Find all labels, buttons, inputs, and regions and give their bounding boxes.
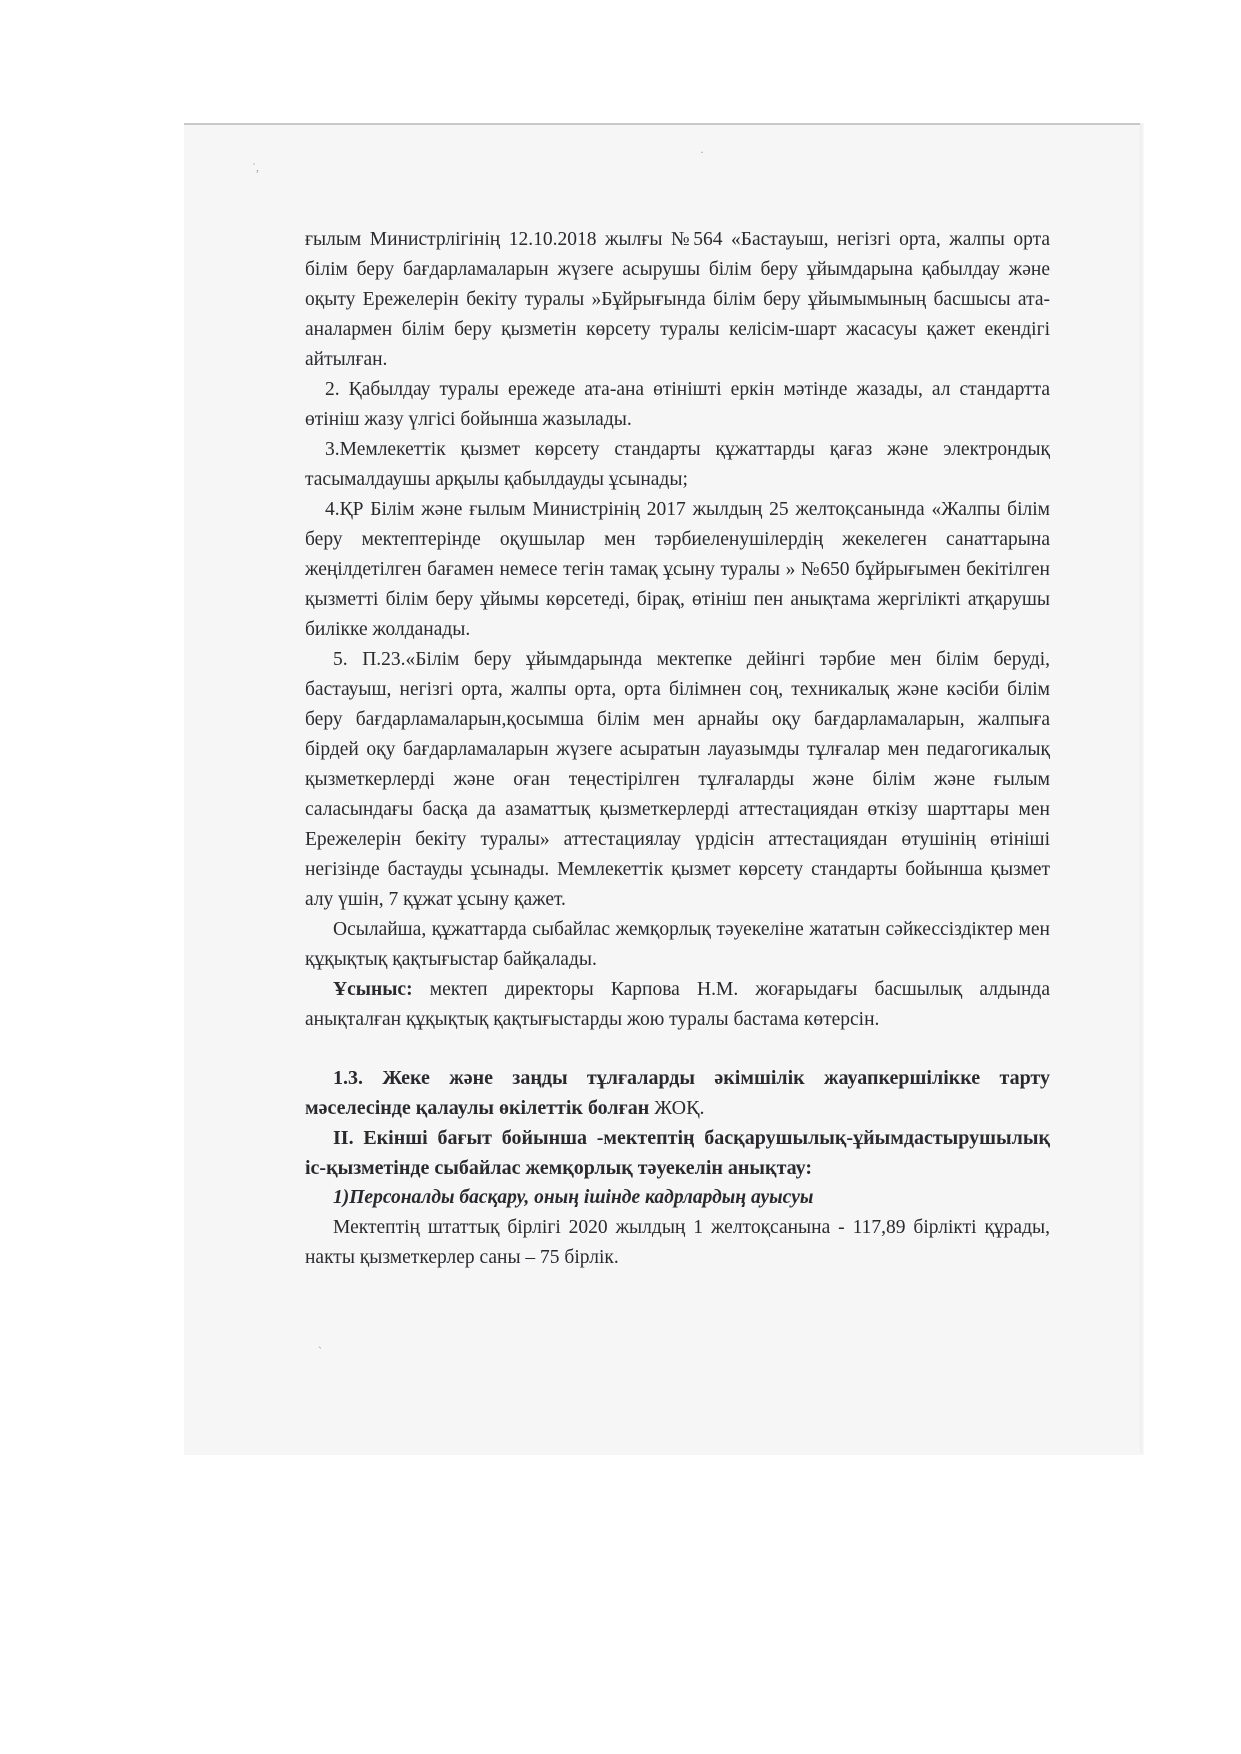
recommendation-paragraph (305, 975, 1050, 1035)
paragraph-4: 4.ҚР Білім және ғылым Министрінің 2017 жылдың 25 желтоқсанында «Жалпы білім беру мектептерінде оқушылар мен тәрбиеленушілердің жекелеген санаттарына жеңілдетілген бағамен немесе тегін тамақ ұсыну туралы » №650 бұйрығымен бекітілген қызметті білім беру ұйымы көрсетеді, бірақ, өтініш пен анықтама жергілікті атқарушы билікке жолданады. (305, 499, 1050, 640)
recommendation-text: мектеп директоры Карпова Н.М. жоғарыдағы басшылық алдында анықталған құқықтық қақтығыстарды жою туралы бастама көтерсін. (305, 979, 1050, 1030)
page-edge-shadow (1140, 123, 1144, 1453)
subsection-1-heading: 1)Персоналды басқару, оның ішінде кадрлардың ауысуы (333, 1187, 814, 1208)
section-II-heading: ІІ. Екінші бағыт бойынша -мектептің басқарушылық-ұйымдастырушылық іс-қызметінде сыбайлас жемқорлық тәуекелін анықтау: (305, 1127, 1050, 1179)
section-1-3-answer: ЖОҚ. (654, 1097, 705, 1119)
paragraph-3: 3.Мемлекеттік қызмет көрсету стандарты құжаттарды қағаз және электрондық тасымалдаушы арқылы қабылдауды ұсынады; (305, 439, 1050, 490)
scan-speck: ˎ (318, 1335, 322, 1349)
spacer (305, 1035, 1050, 1063)
paragraph-2: 2. Қабылдау туралы ережеде ата-ана өтінішті еркін мәтінде жазады, ал стандартта өтініш жазу үлгісі бойынша жазылады. (305, 379, 1050, 430)
paragraph-1: ғылым Министрлігінің 12.10.2018 жылғы №564 «Бастауыш, негізгі орта, жалпы орта білім беру бағдарламаларын жүзеге асырушы білім беру ұйымдарына қабылдау және оқыту Ережелерін бекіту туралы »Бұйрығында білім беру ұйымымының басшысы ата-аналармен білім беру қызметін көрсету туралы келісім-шарт жасасуы қажет екендігі айтылған. (305, 229, 1050, 370)
recommendation-label: Ұсыныс: (333, 979, 413, 1000)
paragraph-conclusion: Осылайша, құжаттарда сыбайлас жемқорлық тәуекеліне жататын сәйкессіздіктер мен құқықтық қақтығыстар байқалады. (305, 919, 1050, 970)
scan-speck: ˙, (252, 160, 259, 174)
section-1-3-heading (305, 1063, 1050, 1123)
paragraph-5: 5. П.23.«Білім беру ұйымдарында мектепке дейінгі тәрбие мен білім беруді, бастауыш, негізгі орта, жалпы орта, орта білімнен соң, техникалық және кәсіби білім беру бағдарламаларын,қосымша білім мен арнайы оқу бағдарламаларын, жалпыға бірдей оқу бағдарламаларын жүзеге асыратын лауазымды тұлғалар мен педагогикалық қызметкерлерді және оған теңестірілген тұлғаларды және білім және ғылым саласындағы басқа да азаматтық қызметкерлерді аттестациядан өткізу шарттары мен Ережелерін бекіту туралы» аттестациялау үрдісін аттестациядан өтушінің өтініші негізінде бастауды ұсынады. Мемлекеттік қызмет көрсету стандарты бойынша қызмет алу үшін, 7 құжат ұсыну қажет. (305, 649, 1050, 910)
staffing-paragraph: Мектептің штаттық бірлігі 2020 жылдың 1 желтоқсанына - 117,89 бірлікті құрады, накты қызметкерлер саны – 75 бірлік. (305, 1217, 1050, 1268)
document-body (305, 225, 1050, 1273)
section-1-3-bold: 1.3. Жеке және заңды тұлғаларды әкімшілік жауапкершілікке тарту мәселесінде қалаулы өкілеттік болған (305, 1067, 1050, 1119)
scan-speck: · (700, 145, 704, 159)
